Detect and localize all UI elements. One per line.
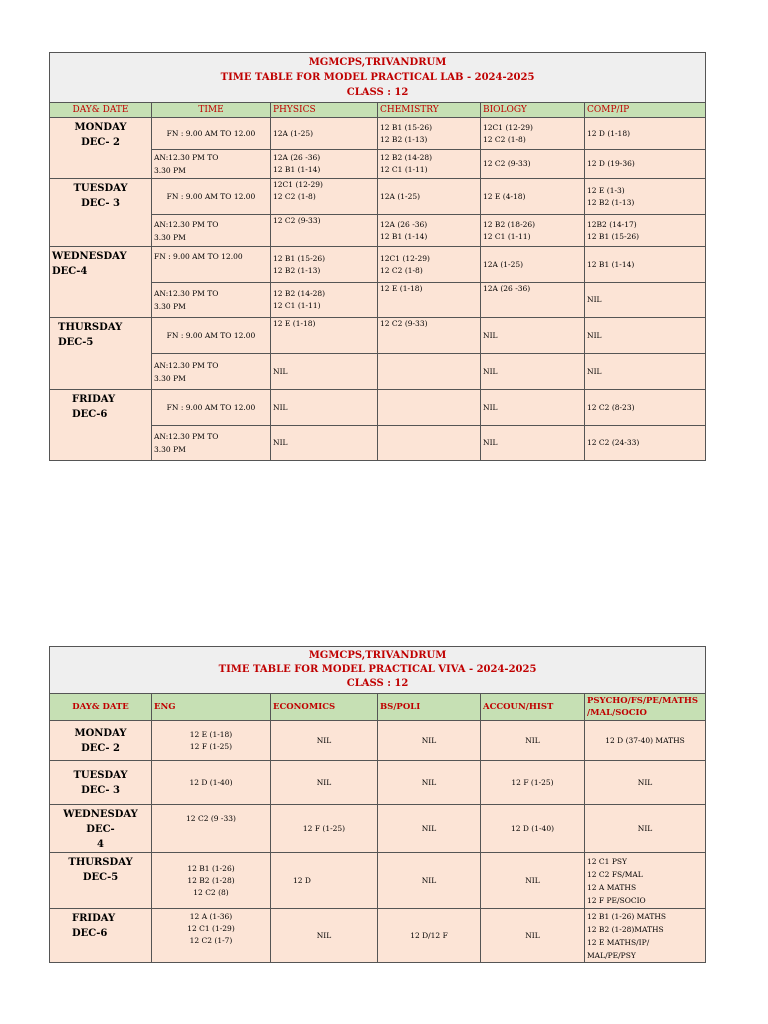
table-row <box>50 761 706 805</box>
eng-cell: 12 B1 (1-26) 12 B2 (1-28) 12 C2 (8) <box>152 853 271 909</box>
time-cell: AN:12.30 PM TO 3.30 PM <box>152 426 271 461</box>
accoun-hist-cell: NIL <box>481 853 585 909</box>
psycho-cell: 12 B1 (1-26) MATHS 12 B2 (1-28)MATHS 12 E MATHS/IP/ MAL/PE/PSY <box>585 909 706 963</box>
lab-header-time: TIME <box>152 103 271 118</box>
day-cell <box>50 247 152 318</box>
day-date: DEC-6 <box>72 928 108 939</box>
day-name: WEDNESDAY <box>52 251 127 262</box>
biology-cell: NIL <box>481 354 585 390</box>
table-row <box>50 390 706 426</box>
time-cell: FN : 9.00 AM TO 12.00 <box>152 318 271 354</box>
day-cell <box>50 179 152 247</box>
chemistry-cell <box>378 354 481 390</box>
day-date: DEC- 2 <box>81 137 120 148</box>
physics-cell: 12 B2 (14-28) 12 C1 (1-11) <box>271 283 378 318</box>
time-cell: AN:12.30 PM TO 3.30 PM <box>152 215 271 247</box>
day-name: FRIDAY <box>72 394 116 405</box>
economics-cell: NIL <box>271 909 378 963</box>
physics-cell: NIL <box>271 354 378 390</box>
table-row <box>50 721 706 761</box>
eng-cell: 12 C2 (9 -33) <box>152 805 271 853</box>
lab-school-name: MGMCPS,TRIVANDRUM <box>308 57 447 68</box>
time-cell: FN : 9.00 AM TO 12.00 <box>152 247 271 283</box>
physics-cell: 12C1 (12-29) 12 C2 (1-8) <box>271 179 378 215</box>
time-cell: FN : 9.00 AM TO 12.00 <box>152 179 271 215</box>
day-cell <box>50 805 152 853</box>
table-row <box>50 179 706 215</box>
biology-cell: 12 E (4-18) <box>481 179 585 215</box>
psycho-cell: NIL <box>585 761 706 805</box>
bs-poli-cell: NIL <box>378 853 481 909</box>
biology-cell: NIL <box>481 318 585 354</box>
day-cell <box>50 761 152 805</box>
day-name: TUESDAY <box>73 769 128 781</box>
day-name: TUESDAY <box>73 183 128 194</box>
viva-header-day: DAY& DATE <box>50 694 152 721</box>
physics-cell: 12A (26 -36) 12 B1 (1-14) <box>271 150 378 179</box>
day-cell <box>50 909 152 963</box>
economics-cell: 12 D <box>271 853 378 909</box>
economics-cell: NIL <box>271 761 378 805</box>
chemistry-cell: 12 B2 (14-28) 12 C1 (1-11) <box>378 150 481 179</box>
day-name: WEDNESDAY DEC- <box>63 809 138 835</box>
accoun-hist-cell: 12 D (1-40) <box>481 805 585 853</box>
biology-cell: 12C1 (12-29) 12 C2 (1-8) <box>481 118 585 150</box>
day-date: 4 <box>97 839 104 850</box>
physics-cell: 12 B1 (15-26) 12 B2 (1-13) <box>271 247 378 283</box>
lab-header-day: DAY& DATE <box>50 103 152 118</box>
chemistry-cell: 12 B1 (15-26) 12 B2 (1-13) <box>378 118 481 150</box>
viva-school-name: MGMCPS,TRIVANDRUM <box>308 650 447 661</box>
bs-poli-cell: 12 D/12 F <box>378 909 481 963</box>
lab-header-biology: BIOLOGY <box>481 103 585 118</box>
table-row <box>50 909 706 963</box>
time-cell: AN:12.30 PM TO 3.30 PM <box>152 150 271 179</box>
day-date: DEC-5 <box>82 872 119 883</box>
viva-header-accoun-hist: ACCOUN/HIST <box>481 694 585 721</box>
accoun-hist-cell: 12 F (1-25) <box>481 761 585 805</box>
day-cell <box>50 118 152 179</box>
lab-header-comp: COMP/IP <box>585 103 706 118</box>
lab-title: TIME TABLE FOR MODEL PRACTICAL LAB - 2024-2025 <box>220 72 535 83</box>
comp-cell: 12 E (1-3) 12 B2 (1-13) <box>585 179 706 215</box>
day-date: DEC-6 <box>72 409 108 420</box>
lab-timetable <box>49 52 706 461</box>
lab-class: CLASS : 12 <box>346 87 409 98</box>
biology-cell: NIL <box>481 426 585 461</box>
bs-poli-cell: NIL <box>378 721 481 761</box>
chemistry-cell: 12 E (1-18) <box>378 283 481 318</box>
day-date: DEC-4 <box>52 266 88 277</box>
viva-header-economics: ECONOMICS <box>271 694 378 721</box>
physics-cell: NIL <box>271 390 378 426</box>
time-cell: AN:12.30 PM TO 3.30 PM <box>152 283 271 318</box>
biology-cell: 12A (1-25) <box>481 247 585 283</box>
chemistry-cell: 12 C2 (9-33) <box>378 318 481 354</box>
day-date: DEC-5 <box>58 337 94 348</box>
lab-header-row <box>50 103 706 118</box>
physics-cell: 12 C2 (9-33) <box>271 215 378 247</box>
chemistry-cell: 12A (1-25) <box>378 179 481 215</box>
table-row <box>50 318 706 354</box>
psycho-cell: NIL <box>585 805 706 853</box>
viva-header-psycho: PSYCHO/FS/PE/MATHS /MAL/SOCIO <box>585 694 706 721</box>
time-cell: FN : 9.00 AM TO 12.00 <box>152 390 271 426</box>
viva-header-bs-poli: BS/POLI <box>378 694 481 721</box>
viva-timetable <box>49 646 706 963</box>
chemistry-cell <box>378 426 481 461</box>
table-row <box>50 805 706 853</box>
chemistry-cell <box>378 390 481 426</box>
viva-title-block <box>50 647 706 694</box>
physics-cell: 12 E (1-18) <box>271 318 378 354</box>
day-name: MONDAY <box>74 122 127 133</box>
day-name: MONDAY <box>74 727 127 739</box>
bs-poli-cell: NIL <box>378 761 481 805</box>
day-name: THURSDAY <box>58 322 123 333</box>
day-date: DEC- 3 <box>81 198 120 209</box>
physics-cell: NIL <box>271 426 378 461</box>
eng-cell: 12 D (1-40) <box>152 761 271 805</box>
comp-cell: NIL <box>585 354 706 390</box>
comp-cell: 12B2 (14-17) 12 B1 (15-26) <box>585 215 706 247</box>
accoun-hist-cell: NIL <box>481 721 585 761</box>
day-name: THURSDAY <box>68 857 133 868</box>
biology-cell: NIL <box>481 390 585 426</box>
time-cell: AN:12.30 PM TO 3.30 PM <box>152 354 271 390</box>
day-cell <box>50 318 152 390</box>
comp-cell: NIL <box>585 283 706 318</box>
comp-cell: 12 C2 (8-23) <box>585 390 706 426</box>
psycho-cell: 12 C1 PSY 12 C2 FS/MAL 12 A MATHS 12 F PE/SOCIO <box>585 853 706 909</box>
comp-cell: 12 C2 (24-33) <box>585 426 706 461</box>
biology-cell: 12A (26 -36) <box>481 283 585 318</box>
day-date: DEC- 3 <box>81 784 120 796</box>
lab-header-chemistry: CHEMISTRY <box>378 103 481 118</box>
comp-cell: 12 D (19-36) <box>585 150 706 179</box>
bs-poli-cell: NIL <box>378 805 481 853</box>
day-date: DEC- 2 <box>81 742 120 754</box>
physics-cell: 12A (1-25) <box>271 118 378 150</box>
viva-class: CLASS : 12 <box>346 678 409 689</box>
chemistry-cell: 12C1 (12-29) 12 C2 (1-8) <box>378 247 481 283</box>
viva-header-eng: ENG <box>152 694 271 721</box>
lab-title-block <box>50 53 706 103</box>
eng-cell: 12 A (1-36) 12 C1 (1-29) 12 C2 (1-7) <box>152 909 271 963</box>
table-row <box>50 853 706 909</box>
day-cell <box>50 853 152 909</box>
comp-cell: 12 B1 (1-14) <box>585 247 706 283</box>
lab-header-physics: PHYSICS <box>271 103 378 118</box>
viva-header-row <box>50 694 706 721</box>
comp-cell: NIL <box>585 318 706 354</box>
table-row <box>50 118 706 150</box>
biology-cell: 12 C2 (9-33) <box>481 150 585 179</box>
day-cell <box>50 721 152 761</box>
time-cell: FN : 9.00 AM TO 12.00 <box>152 118 271 150</box>
chemistry-cell: 12A (26 -36) 12 B1 (1-14) <box>378 215 481 247</box>
biology-cell: 12 B2 (18-26) 12 C1 (1-11) <box>481 215 585 247</box>
economics-cell: NIL <box>271 721 378 761</box>
table-row <box>50 247 706 283</box>
economics-cell: 12 F (1-25) <box>271 805 378 853</box>
eng-cell: 12 E (1-18) 12 F (1-25) <box>152 721 271 761</box>
day-name: FRIDAY <box>72 913 116 924</box>
psycho-cell: 12 D (37-40) MATHS <box>585 721 706 761</box>
viva-title: TIME TABLE FOR MODEL PRACTICAL VIVA - 2024-2025 <box>218 664 537 675</box>
day-cell <box>50 390 152 461</box>
comp-cell: 12 D (1-18) <box>585 118 706 150</box>
accoun-hist-cell: NIL <box>481 909 585 963</box>
